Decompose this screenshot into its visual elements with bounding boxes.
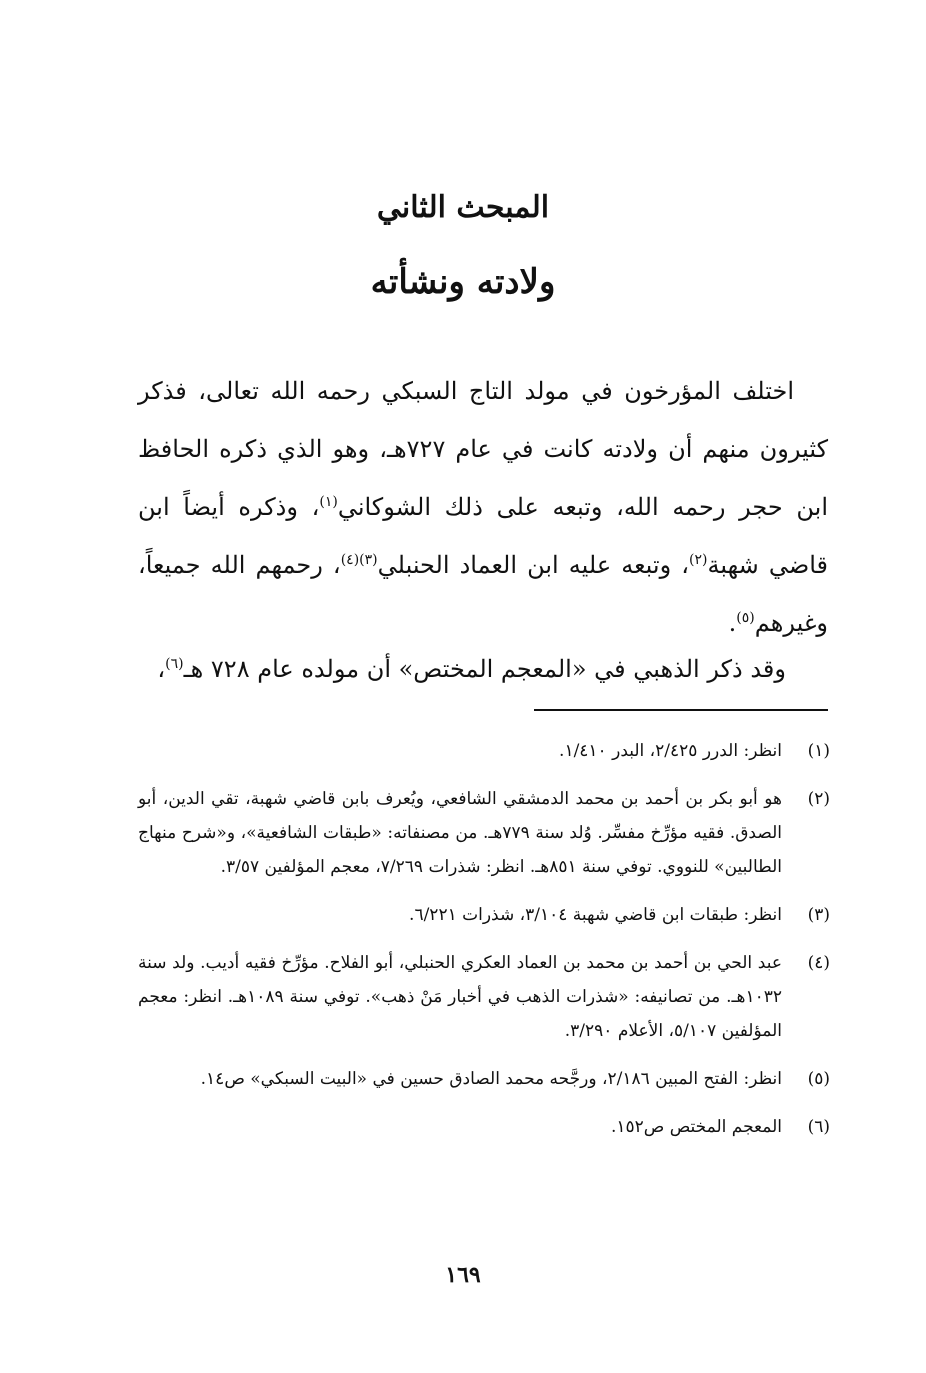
footnote-ref-6[interactable]: (٦) bbox=[165, 656, 184, 672]
footnote-number: (٥) bbox=[807, 1069, 830, 1089]
footnote-text: عبد الحي بن أحمد بن محمد بن العماد العكري الحنبلي، أبو الفلاح. مؤرِّخ فقيه أديب. ولد سنة ١٠٣٢هـ. من تصانيفه: «شذرات الذهب في أخبار مَنْ ذهب». توفي سنة ١٠٨٩هـ. انظر: معجم المؤلفين ٥/١٠٧، الأعلام ٣/٢٩٠. bbox=[138, 953, 782, 1041]
footnote-item bbox=[138, 898, 830, 932]
footnote-item bbox=[138, 1110, 830, 1144]
body-paragraph-1 bbox=[138, 362, 828, 652]
chapter-title: ولادته ونشأته bbox=[370, 262, 556, 302]
footnote-ref-1[interactable]: (١) bbox=[319, 494, 338, 510]
footnote-item bbox=[138, 946, 830, 1048]
footnotes-list bbox=[138, 734, 830, 1158]
footnote-text: انظر: الفتح المبين ٢/١٨٦، ورجَّحه محمد الصادق حسين في «البيت السبكي» ص١٤. bbox=[200, 1069, 782, 1089]
paragraph-text: اختلف المؤرخون في مولد التاج السبكي رحمه الله تعالى، فذكر كثيرون منهم أن ولادته كانت في عام ٧٢٧هـ، وهو الذي ذكره الحافظ ابن حجر رحمه الله، وتبعه على ذلك الشوكاني bbox=[138, 377, 828, 521]
paragraph-text: ، وذكره أيضاً ابن قاضي شهبة bbox=[138, 493, 829, 579]
paragraph-text: ، وتبعه عليه ابن العماد الحنبلي bbox=[377, 551, 690, 579]
footnote-item bbox=[138, 782, 830, 884]
footnote-ref-2[interactable]: (٢) bbox=[689, 552, 708, 568]
footnote-number: (٤) bbox=[807, 953, 830, 973]
page-number: ١٦٩ bbox=[445, 1262, 481, 1288]
footnote-number: (٣) bbox=[807, 905, 830, 925]
footnote-text: انظر: طبقات ابن قاضي شهبة ٣/١٠٤، شذرات ٦/٢٢١. bbox=[409, 905, 782, 925]
body-paragraph-2 bbox=[126, 640, 786, 698]
footnote-item bbox=[138, 1062, 830, 1096]
paragraph-text: ، رحمهم الله جميعاً، وغيرهم bbox=[138, 551, 828, 637]
footnote-text: انظر: الدرر ٢/٤٢٥، البدر ١/٤١٠. bbox=[559, 741, 782, 761]
footnote-text: هو أبو بكر بن أحمد بن محمد الدمشقي الشافعي، ويُعرف بابن قاضي شهبة، تقي الدين، أبو الصدق. فقيه مؤرِّخ مفسِّر. وُلد سنة ٧٧٩هـ. من مصنفاته: «طبقات الشافعية»، و«شرح منهاج الطالبين» للنووي. توفي سنة ٨٥١هـ. انظر: شذرات ٧/٢٦٩، معجم المؤلفين ٣/٥٧. bbox=[138, 789, 782, 877]
footnote-ref-3-4[interactable]: (٣)(٤) bbox=[340, 552, 378, 568]
footnote-number: (٦) bbox=[807, 1117, 830, 1137]
paragraph-text: وقد ذكر الذهبي في «المعجم المختص» أن مولده عام ٧٢٨ هـ bbox=[183, 655, 786, 683]
paragraph-text: ، bbox=[157, 655, 166, 683]
footnote-separator bbox=[534, 709, 828, 711]
footnote-number: (١) bbox=[807, 741, 830, 761]
paragraph-text: . bbox=[728, 609, 737, 637]
footnote-ref-5[interactable]: (٥) bbox=[736, 610, 755, 626]
footnote-text: المعجم المختص ص١٥٢. bbox=[610, 1117, 782, 1137]
footnote-number: (٢) bbox=[807, 789, 830, 809]
footnote-item bbox=[138, 734, 830, 768]
section-heading: المبحث الثاني bbox=[376, 190, 550, 225]
